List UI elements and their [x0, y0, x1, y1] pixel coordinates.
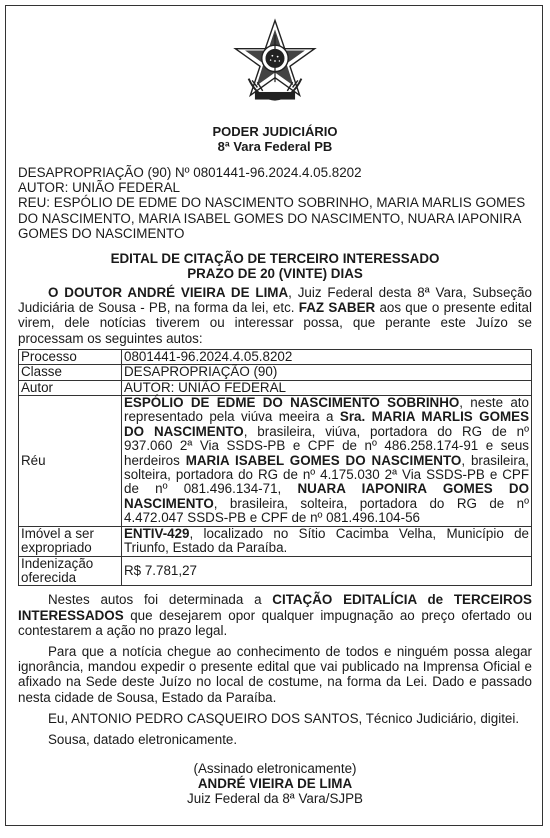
processo-value: 0801441-96.2024.4.05.8202: [122, 349, 532, 364]
table-row: [19, 349, 532, 364]
faz-saber: FAZ SABER: [298, 300, 376, 316]
edict-title-line1: EDITAL DE CITAÇÃO DE TERCEIRO INTERESSADO: [110, 251, 440, 267]
defendants-line: REU: ESPÓLIO DE EDME DO NASCIMENTO SOBRINHO, MARIA MARLIS GOMES DO NASCIMENTO, MARIA ISABEL GOMES DO NASCIMENTO, NUARA IAPONIRA GOMES DO NASCIMENTO: [18, 195, 526, 241]
citation-paragraph: [18, 592, 532, 638]
signature-name: ANDRÉ VIEIRA DE LIMA: [197, 776, 353, 792]
table-row: [19, 365, 532, 380]
indenizacao-value: R$ 7.781,27: [122, 556, 532, 586]
reu-maria-isabel: MARIA ISABEL GOMES DO NASCIMENTO: [185, 452, 462, 468]
signature-note: (Assinado eletronicamente): [193, 761, 357, 777]
edict-document: [5, 5, 543, 826]
classe-label: Classe: [19, 365, 122, 380]
brasao-da-republica-icon: [231, 16, 319, 106]
imovel-label: Imóvel a ser expropriado: [19, 526, 122, 556]
classe-value: DESAPROPRIAÇÃO (90): [122, 365, 532, 380]
edict-title-line2: PRAZO DE 20 (VINTE) DIAS: [187, 266, 363, 282]
indenizacao-label: Indenização oferecida: [19, 556, 122, 586]
publication-paragraph: Para que a notícia chegue ao conhecimento de todos e ninguém possa alegar ignorância, mandou expedir o presente edital que vai publicado na Imprensa Oficial e afixado na Sede deste Juízo no local de costume, na forma da Lei. Dado e passado nesta cidade de Sousa, Estado da Paraíba.: [18, 643, 532, 705]
reu-espolio: ESPÓLIO DE EDME DO NASCIMENTO SOBRINHO: [124, 395, 460, 411]
imovel-value: [122, 526, 532, 556]
reu-text-1: , neste ato representado pela viúva meeira a: [124, 395, 529, 425]
intro-text-1: , Juiz Federal desta 8ª Vara, Subseção Judiciária de Sousa - PB, na forma da lei, etc.: [18, 285, 532, 316]
reu-text-2: , brasileira, viúva, portadora do RG de nº 937.060 2ª Via SSDS-PB e CPF de nº 486.258.174-91 e seus herdeiros: [124, 423, 529, 468]
intro-paragraph: [18, 285, 532, 346]
case-header: [18, 165, 532, 241]
imovel-code: ENTIV-429: [124, 525, 190, 541]
table-row: [19, 526, 532, 556]
citation-text-1: Nestes autos foi determinada a: [48, 592, 273, 608]
case-details-table: [18, 349, 532, 587]
court-division: 8ª Vara Federal PB: [217, 139, 333, 154]
autor-label: Autor: [19, 380, 122, 395]
signature-block: [18, 761, 532, 806]
signature-role: Juiz Federal da 8ª Vara/SJPB: [187, 791, 363, 807]
table-row: [19, 380, 532, 395]
autor-value: AUTOR: UNIÃO FEDERAL: [122, 380, 532, 395]
court-name: PODER JUDICIÁRIO: [212, 124, 338, 139]
table-row: [19, 396, 532, 527]
reu-text-3: , brasileira, solteira, portadora do RG de nº 4.175.030 2ª Via SSDS-PB e CPF de nº 081.496.134-71,: [124, 452, 529, 497]
author-line: AUTOR: UNIÃO FEDERAL: [18, 180, 180, 196]
edict-title: [18, 251, 532, 281]
reu-value: [122, 396, 532, 527]
citation-text-2: que desejarem opor qualquer impugnação ao preço ofertado ou contestarem a ação no prazo legal.: [18, 607, 532, 638]
date-paragraph: Sousa, datado eletronicamente.: [48, 731, 238, 747]
imovel-description: , localizado no Sítio Cacimba Velha, Município de Triunfo, Estado da Paraíba.: [124, 525, 529, 556]
judge-name: O DOUTOR ANDRÉ VIEIRA DE LIMA: [48, 285, 289, 301]
reu-nuara: NUARA IAPONIRA GOMES DO NASCIMENTO: [124, 481, 530, 511]
reu-text-4: , brasileira, solteira, portadora do RG de nº 4.472.047 SSDS-PB e CPF de nº 081.496.104-56: [124, 495, 529, 526]
typist-paragraph: Eu, ANTONIO PEDRO CASQUEIRO DOS SANTOS, Técnico Judiciário, digitei.: [48, 710, 520, 726]
intro-text-2: aos que o presente edital virem, dele notícias tiverem ou interessar possa, que perante este Juízo se processam os seguintes autos:: [18, 300, 532, 346]
reu-maria-marlis: Sra. MARIA MARLIS GOMES DO NASCIMENTO: [124, 409, 529, 439]
table-row: [19, 556, 532, 586]
reu-label: Réu: [19, 396, 122, 527]
processo-label: Processo: [19, 349, 122, 364]
process-line: DESAPROPRIAÇÃO (90) Nº 0801441-96.2024.4.05.8202: [18, 165, 362, 180]
citation-bold: CITAÇÃO EDITALÍCIA de TERCEIROS INTERESSADOS: [18, 592, 532, 623]
